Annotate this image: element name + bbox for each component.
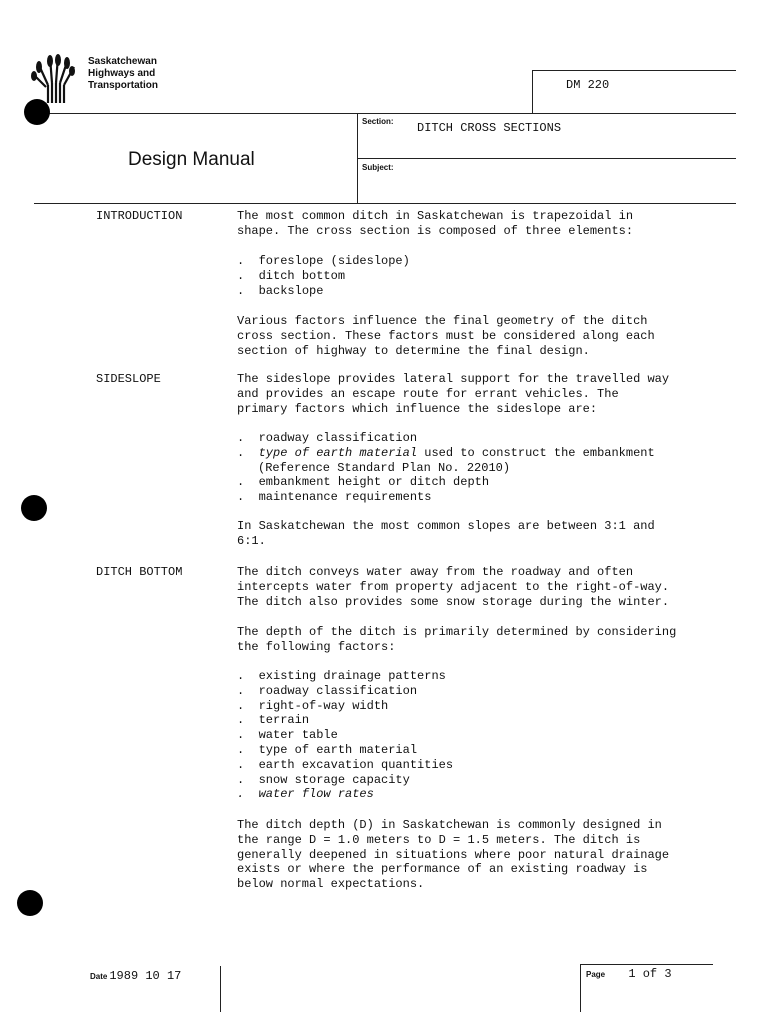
sideslope-list: [237, 431, 717, 505]
section-heading-introduction: INTRODUCTION: [96, 209, 183, 223]
list-item: . snow storage capacity: [237, 773, 717, 788]
text-line: shape. The cross section is composed of three elements:: [237, 223, 634, 238]
sideslope-paragraph: [237, 372, 717, 416]
text-line: In Saskatchewan the most common slopes are between 3:1 and: [237, 519, 655, 533]
text-line: The depth of the ditch is primarily determined by considering: [237, 625, 677, 639]
hole-punch: [17, 890, 43, 916]
saskatchewan-wheat-logo-icon: [30, 53, 76, 105]
section-heading-sideslope: SIDESLOPE: [96, 372, 161, 386]
section-heading-ditch-bottom: DITCH BOTTOM: [96, 565, 183, 579]
org-line: Highways and: [88, 68, 156, 79]
text-line: Various factors influence the final geometry of the ditch: [237, 314, 648, 328]
footer-date: [90, 969, 181, 983]
text-line: generally deepened in situations where poor natural drainage: [237, 847, 670, 862]
header-divider: [532, 70, 533, 114]
list-item: . foreslope (sideslope): [237, 254, 717, 269]
text-line: exists or where the performance of an existing roadway is: [237, 862, 648, 877]
footer-divider: [220, 966, 221, 1012]
list-item: . right-of-way width: [237, 699, 717, 714]
header-rule: [34, 203, 736, 204]
manual-title: Design Manual: [128, 149, 255, 170]
intro-paragraph: [237, 209, 717, 239]
list-item: . ditch bottom: [237, 269, 717, 284]
text-line: primary factors which influence the sideslope are:: [237, 401, 598, 416]
document-number: DM 220: [566, 78, 610, 92]
list-item: . water table: [237, 728, 717, 743]
sideslope-paragraph-2: [237, 519, 717, 549]
text-line: cross section. These factors must be considered along each: [237, 328, 655, 343]
list-item: . backslope: [237, 284, 717, 299]
text-line: intercepts water from property adjacent to the right-of-way.: [237, 579, 670, 594]
hole-punch: [24, 99, 50, 125]
ditch-bottom-paragraph-2: [237, 625, 717, 655]
intro-list: [237, 254, 717, 298]
footer-rule: [580, 964, 713, 965]
organization-name: [88, 56, 158, 92]
subject-label: Subject:: [362, 163, 394, 172]
list-item: [237, 446, 717, 461]
list-item: . embankment height or ditch depth: [237, 475, 717, 490]
text-line: below normal expectations.: [237, 877, 425, 892]
text: (Reference Standard Plan No. 22010): [258, 460, 511, 475]
text-line: The ditch depth (D) in Saskatchewan is commonly designed in: [237, 818, 662, 832]
italic-text: type of earth material: [258, 445, 418, 460]
header-rule: [34, 113, 736, 114]
list-item: . earth excavation quantities: [237, 758, 717, 773]
list-item-continuation: [237, 461, 717, 476]
intro-paragraph-2: [237, 314, 717, 358]
org-line: Saskatchewan: [88, 56, 157, 67]
text-line: and provides an escape route for errant vehicles. The: [237, 386, 619, 401]
section-value: DITCH CROSS SECTIONS: [417, 121, 562, 135]
list-item: . roadway classification: [237, 684, 717, 699]
text-line: The ditch conveys water away from the roadway and often: [237, 565, 634, 579]
header-rule: [532, 70, 736, 71]
header-rule: [357, 158, 736, 159]
text-line: 6:1.: [237, 533, 266, 548]
ditch-bottom-list: [237, 669, 717, 802]
footer-page: [586, 967, 672, 981]
list-item: . existing drainage patterns: [237, 669, 717, 684]
list-item: . maintenance requirements: [237, 490, 717, 505]
text-line: section of highway to determine the final design.: [237, 343, 590, 358]
ditch-bottom-paragraph-3: [237, 818, 717, 892]
text: used to construct the embankment: [417, 445, 655, 460]
footer-divider: [580, 964, 581, 1012]
page-value: 1 of 3: [628, 967, 672, 981]
text-line: the following factors:: [237, 639, 396, 654]
text-line: The sideslope provides lateral support for the travelled way: [237, 372, 670, 386]
list-item: . water flow rates: [237, 787, 717, 802]
text-line: The most common ditch in Saskatchewan is trapezoidal in: [237, 209, 634, 223]
page-label: Page: [586, 970, 606, 979]
list-item: . roadway classification: [237, 431, 717, 446]
section-label: Section:: [362, 117, 394, 126]
date-value: 1989 10 17: [109, 969, 182, 983]
ditch-bottom-paragraph: [237, 565, 717, 609]
list-item: . type of earth material: [237, 743, 717, 758]
text-line: the range D = 1.0 meters to D = 1.5 meters. The ditch is: [237, 832, 641, 847]
hole-punch: [21, 495, 47, 521]
list-item: . terrain: [237, 713, 717, 728]
org-line: Transportation: [88, 80, 159, 91]
date-label: Date: [90, 972, 108, 981]
text-line: The ditch also provides some snow storage during the winter.: [237, 594, 670, 609]
